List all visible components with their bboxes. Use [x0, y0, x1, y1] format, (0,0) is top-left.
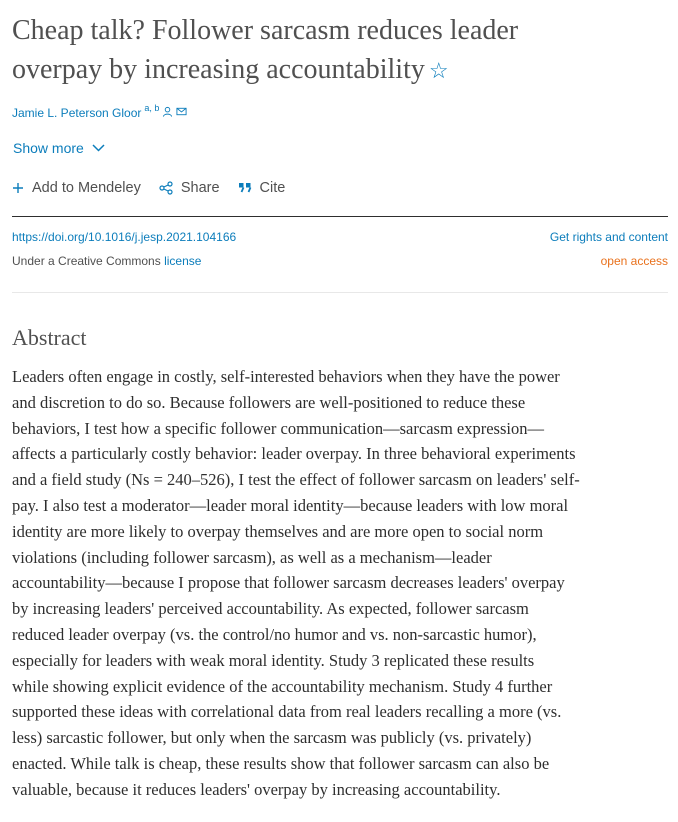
show-more-button[interactable]: [13, 140, 105, 156]
abstract-line: by increasing leaders' perceived accountability. As expected, follower sarcasm: [12, 599, 529, 619]
license-link[interactable]: license: [164, 254, 202, 268]
abstract-line: especially for leaders with weak moral identity. Study 3 replicated these results: [12, 650, 535, 670]
title-line-1: Cheap talk? Follower sarcasm reduces leader: [12, 15, 519, 46]
quote-icon: [238, 182, 252, 194]
share-button[interactable]: [159, 180, 220, 196]
plus-icon: [12, 182, 24, 194]
abstract-line: less) sarcastic follower, but only when the sarcasm was publicly (vs. privately): [12, 728, 532, 748]
abstract-line: and discretion to do so. Because followers are well-positioned to reduce these: [12, 392, 526, 412]
share-label: Share: [180, 180, 220, 196]
share-icon: [159, 181, 173, 195]
abstract-line: pay. I also test a moderator—leader moral identity—because leaders with low moral: [12, 495, 569, 515]
article-actions: [12, 180, 303, 196]
cite-label: Cite: [259, 180, 286, 196]
abstract-line: supported these ideas with correlational data from real leaders recalling a more (vs.: [12, 702, 562, 722]
abstract-line: reduced leader overpay (vs. the control/no humor and vs. non-sarcastic humor),: [12, 624, 537, 644]
abstract-line: identity are more likely to overpay themselves and are more open to social norm: [12, 521, 544, 541]
abstract-heading: Abstract: [12, 325, 87, 350]
abstract-line: accountability—because I propose that follower sarcasm decreases leaders' overpay: [12, 573, 565, 593]
divider: [12, 292, 668, 293]
abstract-body: [12, 364, 668, 803]
add-to-mendeley-label: Add to Mendeley: [32, 180, 141, 196]
get-rights-link[interactable]: Get rights and content: [549, 230, 668, 244]
abstract-line: valuable, because it reduces leaders' overpay by increasing accountability.: [12, 779, 501, 799]
license-prefix: Under a Creative Commons: [12, 254, 165, 268]
author-affiliation[interactable]: a, b: [144, 103, 160, 113]
abstract-line: violations (including follower sarcasm), as well as a mechanism—leader: [12, 547, 492, 567]
license-text: [12, 254, 201, 268]
abstract-line: affects a particularly costly behavior: leader overpay. In three behavioral experiments: [12, 444, 576, 464]
author-name[interactable]: Jamie L. Peterson Gloor: [12, 106, 142, 120]
article-title: [12, 11, 668, 90]
cite-button[interactable]: [238, 180, 286, 196]
abstract-line: Leaders often engage in costly, self-interested behaviors when they have the power: [12, 367, 560, 386]
abstract-line: and a field study (Ns = 240–526), I test the effect of follower sarcasm on leaders' self-: [12, 470, 580, 490]
abstract-line: enacted. While talk is cheap, these results show that follower sarcasm can also be: [12, 753, 550, 773]
abstract-line: behaviors, I test how a specific follower communication—sarcasm expression—: [12, 418, 544, 438]
add-to-mendeley-button[interactable]: [12, 180, 141, 196]
open-access-badge: open access: [600, 254, 668, 268]
abstract-line: while showing explicit evidence of the accountability mechanism. Study 4 further: [12, 676, 553, 696]
author-line: [12, 103, 187, 120]
doi-link[interactable]: https://doi.org/10.1016/j.jesp.2021.104166: [12, 230, 237, 244]
email-icon[interactable]: [176, 106, 187, 117]
show-more-label: Show more: [13, 140, 84, 156]
person-icon[interactable]: [162, 106, 173, 117]
chevron-down-icon: [92, 144, 105, 152]
title-line-2: overpay by increasing accountability: [12, 54, 425, 85]
bookmark-star-icon[interactable]: ☆: [428, 58, 449, 83]
divider: [12, 216, 668, 217]
